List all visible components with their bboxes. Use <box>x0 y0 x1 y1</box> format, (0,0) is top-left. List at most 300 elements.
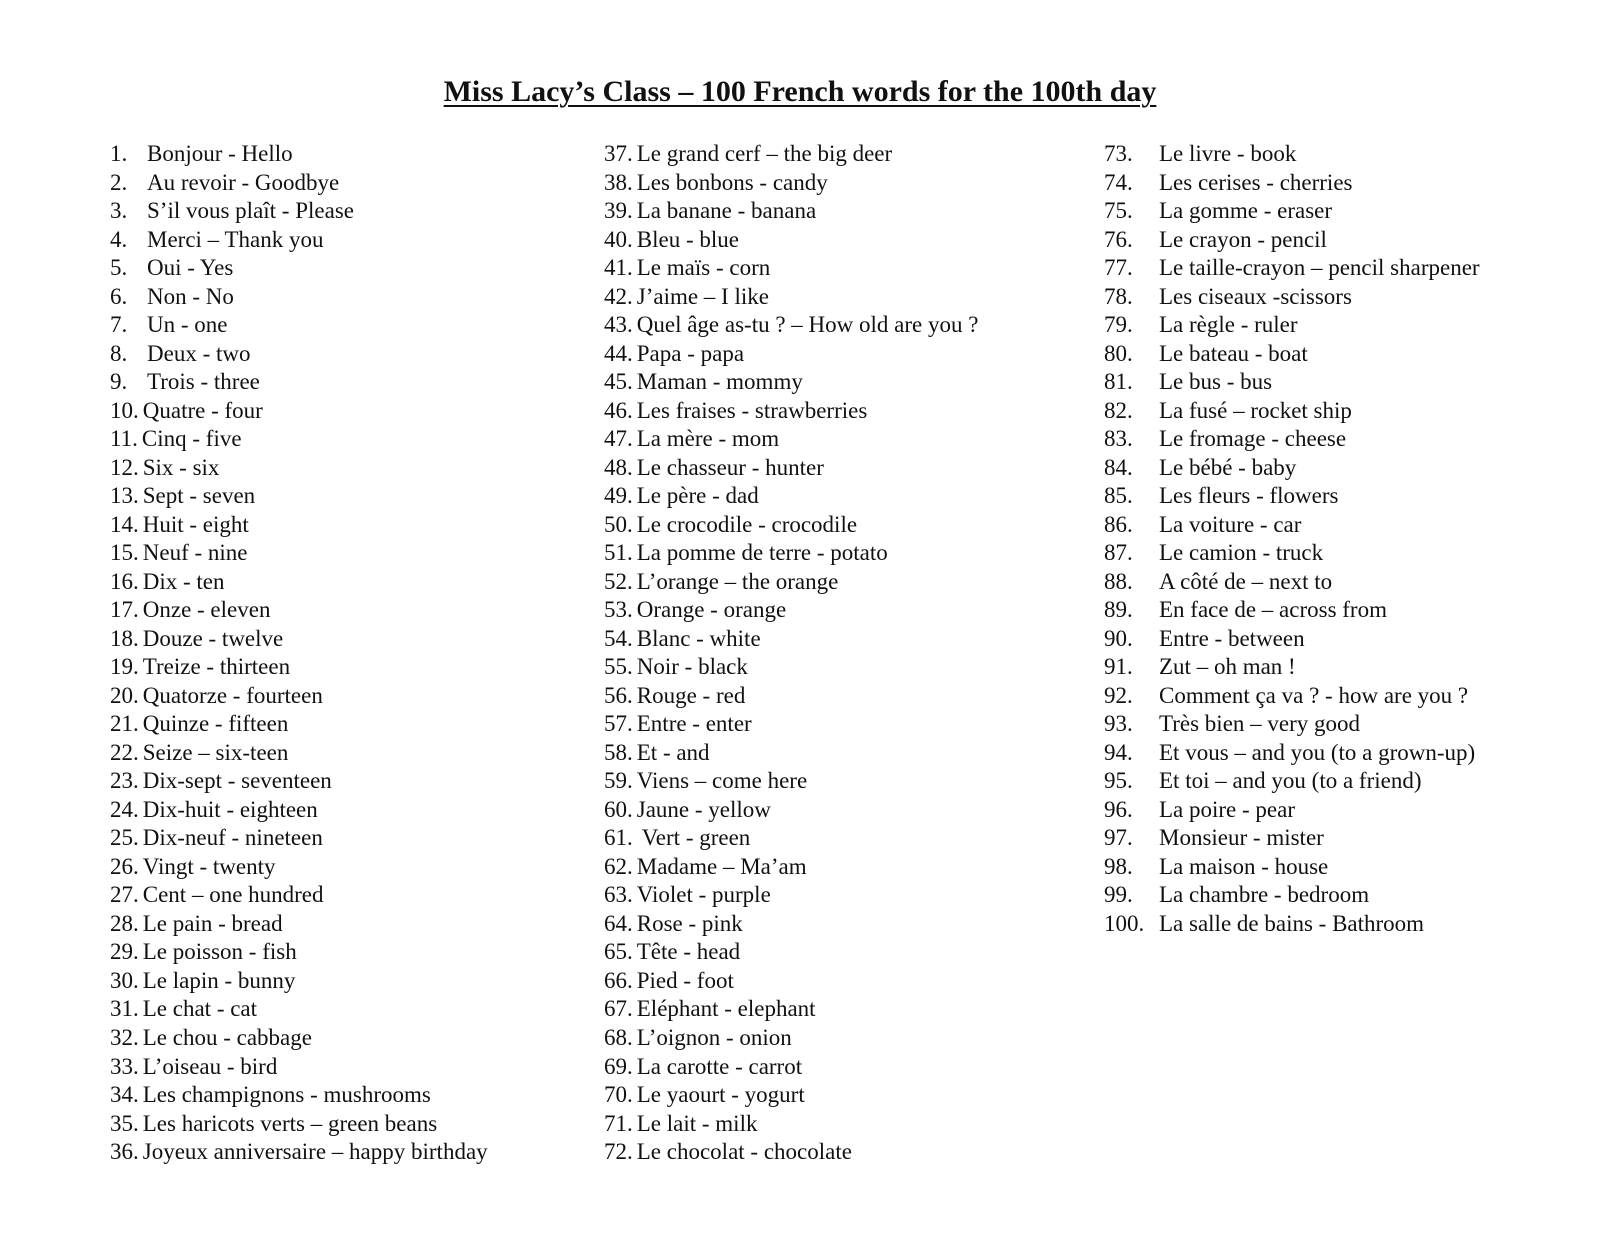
word-list-item <box>604 511 1074 540</box>
word-list-item <box>1104 140 1594 169</box>
item-number: 12. <box>110 454 139 480</box>
word-list-item <box>110 169 580 198</box>
word-list-item <box>1104 169 1594 198</box>
word-list-item <box>1104 254 1594 283</box>
item-text: Le chat - cat <box>142 996 258 1022</box>
item-text: Très bien – very good <box>1159 711 1361 737</box>
item-text: La salle de bains - Bathroom <box>1159 910 1425 936</box>
item-number: 42. <box>604 283 633 309</box>
word-list-item <box>110 568 580 597</box>
item-number: 69. <box>604 1053 633 1079</box>
item-text: Le maïs - corn <box>636 255 771 281</box>
word-list-item <box>1104 340 1594 369</box>
item-text: La règle - ruler <box>1159 312 1298 338</box>
word-list-item <box>110 796 580 825</box>
item-number: 13. <box>110 483 139 509</box>
word-list-item <box>1104 710 1594 739</box>
item-text: Maman - mommy <box>636 369 803 395</box>
item-text: La poire - pear <box>1159 796 1296 822</box>
item-number: 33. <box>110 1053 139 1079</box>
item-number: 2. <box>110 169 128 195</box>
word-list-item <box>604 397 1074 426</box>
item-text: Le taille-crayon – pencil sharpener <box>1159 255 1480 281</box>
word-list-item <box>1104 853 1594 882</box>
item-number: 23. <box>110 768 139 794</box>
item-number: 28. <box>110 910 139 936</box>
word-list-item <box>110 197 580 226</box>
item-number: 61. <box>604 825 633 851</box>
item-number: 92. <box>1104 682 1133 708</box>
item-number: 87. <box>1104 540 1133 566</box>
word-list-item <box>110 881 580 910</box>
word-list-item <box>110 910 580 939</box>
item-text: La voiture - car <box>1159 511 1302 537</box>
item-number: 24. <box>110 796 139 822</box>
item-text: Monsieur - mister <box>1159 825 1324 851</box>
word-list-item <box>110 853 580 882</box>
word-list-item <box>110 824 580 853</box>
word-list-item <box>604 368 1074 397</box>
item-number: 78. <box>1104 283 1133 309</box>
item-text: Le livre - book <box>1159 141 1297 166</box>
item-number: 50. <box>604 511 633 537</box>
word-list-item <box>110 1081 580 1110</box>
item-number: 77. <box>1104 255 1133 281</box>
word-list-item <box>1104 881 1594 910</box>
word-list-item <box>604 1053 1074 1082</box>
word-list-item <box>110 254 580 283</box>
word-list-item <box>604 910 1074 939</box>
item-number: 38. <box>604 169 633 195</box>
item-text: La mère - mom <box>636 426 780 452</box>
item-number: 72. <box>604 1139 633 1165</box>
item-number: 45. <box>604 369 633 395</box>
item-number: 17. <box>110 597 139 623</box>
item-text: Les ciseaux -scissors <box>1159 283 1352 309</box>
item-number: 63. <box>604 882 633 908</box>
word-list-item <box>110 625 580 654</box>
item-number: 41. <box>604 255 633 281</box>
item-text: Joyeux anniversaire – happy birthday <box>142 1139 488 1165</box>
word-list-item <box>604 881 1074 910</box>
item-number: 80. <box>1104 340 1133 366</box>
item-number: 47. <box>604 426 633 452</box>
item-text: Cent – one hundred <box>142 882 324 908</box>
item-text: Pied - foot <box>636 967 734 993</box>
item-text: Le bébé - baby <box>1159 454 1297 480</box>
item-number: 56. <box>604 682 633 708</box>
word-list-item <box>110 340 580 369</box>
item-number: 32. <box>110 1024 139 1050</box>
item-number: 1. <box>110 141 128 166</box>
item-text: Le yaourt - yogurt <box>636 1082 805 1108</box>
item-number: 84. <box>1104 454 1133 480</box>
item-number: 5. <box>110 255 128 281</box>
item-text: Dix-neuf - nineteen <box>142 825 323 851</box>
item-number: 3. <box>110 198 128 224</box>
item-number: 82. <box>1104 397 1133 423</box>
word-list-item <box>1104 197 1594 226</box>
item-number: 62. <box>604 853 633 879</box>
word-list-item <box>604 169 1074 198</box>
item-number: 48. <box>604 454 633 480</box>
word-list-item <box>110 1138 580 1167</box>
item-text: Onze - eleven <box>142 597 271 623</box>
item-number: 88. <box>1104 568 1133 594</box>
item-number: 65. <box>604 939 633 965</box>
item-number: 27. <box>110 882 139 908</box>
item-number: 68. <box>604 1024 633 1050</box>
item-text: Deux - two <box>147 340 251 366</box>
item-number: 49. <box>604 483 633 509</box>
word-list-item <box>604 1138 1074 1167</box>
word-list-item <box>110 967 580 996</box>
item-number: 20. <box>110 682 139 708</box>
word-list-item <box>110 710 580 739</box>
item-number: 74. <box>1104 169 1133 195</box>
item-text: Au revoir - Goodbye <box>147 169 340 195</box>
item-number: 34. <box>110 1082 139 1108</box>
item-number: 98. <box>1104 853 1133 879</box>
item-number: 18. <box>110 625 139 651</box>
item-number: 100. <box>1104 910 1145 936</box>
item-text: Entre - enter <box>636 711 752 737</box>
word-list-item <box>110 1110 580 1139</box>
item-number: 67. <box>604 996 633 1022</box>
item-number: 11. <box>110 426 138 452</box>
word-list-item <box>1104 539 1594 568</box>
item-text: Le grand cerf – the big deer <box>636 141 893 166</box>
word-list-item <box>110 283 580 312</box>
item-number: 59. <box>604 768 633 794</box>
item-number: 43. <box>604 312 633 338</box>
word-list-item <box>604 1081 1074 1110</box>
word-list-item <box>1104 596 1594 625</box>
item-number: 16. <box>110 568 139 594</box>
word-list-item <box>604 824 1074 853</box>
item-number: 22. <box>110 739 139 765</box>
item-text: Le bus - bus <box>1159 369 1273 395</box>
item-text: S’il vous plaît - Please <box>147 198 354 224</box>
word-list-item <box>604 710 1074 739</box>
word-list-item <box>110 226 580 255</box>
word-list-item <box>1104 311 1594 340</box>
item-number: 9. <box>110 369 128 395</box>
item-number: 14. <box>110 511 139 537</box>
item-text: Le lapin - bunny <box>142 967 296 993</box>
item-number: 8. <box>110 340 128 366</box>
word-list-item <box>110 767 580 796</box>
word-list-item <box>1104 910 1594 939</box>
item-number: 95. <box>1104 768 1133 794</box>
word-list-item <box>1104 767 1594 796</box>
item-number: 30. <box>110 967 139 993</box>
word-list-item <box>604 226 1074 255</box>
word-list-item <box>1104 482 1594 511</box>
item-text: Entre - between <box>1159 625 1305 651</box>
word-list-item <box>604 140 1074 169</box>
word-list-item <box>110 454 580 483</box>
item-text: L’orange – the orange <box>636 568 839 594</box>
word-list-item <box>604 340 1074 369</box>
word-list-item <box>604 682 1074 711</box>
word-list-item <box>110 653 580 682</box>
word-list-item <box>604 625 1074 654</box>
item-text: Eléphant - elephant <box>636 996 816 1022</box>
item-number: 4. <box>110 226 128 252</box>
word-list-item <box>110 140 580 169</box>
word-list-item <box>1104 226 1594 255</box>
item-number: 7. <box>110 312 128 338</box>
item-number: 40. <box>604 226 633 252</box>
item-number: 25. <box>110 825 139 851</box>
item-text: Rose - pink <box>636 910 743 936</box>
item-text: Les champignons - mushrooms <box>142 1082 431 1108</box>
item-number: 83. <box>1104 426 1133 452</box>
item-number: 58. <box>604 739 633 765</box>
item-number: 54. <box>604 625 633 651</box>
item-text: Le chou - cabbage <box>142 1024 312 1050</box>
word-list-item <box>604 539 1074 568</box>
item-number: 76. <box>1104 226 1133 252</box>
item-text: Le lait - milk <box>636 1110 758 1136</box>
word-list-item <box>604 454 1074 483</box>
item-number: 10. <box>110 397 139 423</box>
item-number: 75. <box>1104 198 1133 224</box>
item-text: Oui - Yes <box>147 255 234 281</box>
item-number: 93. <box>1104 711 1133 737</box>
word-list-item <box>110 596 580 625</box>
item-text: Le chasseur - hunter <box>636 454 824 480</box>
word-list-item <box>1104 368 1594 397</box>
item-text: Viens – come here <box>636 768 808 794</box>
item-text: Comment ça va ? - how are you ? <box>1159 682 1469 708</box>
word-list-item <box>110 397 580 426</box>
word-list-item <box>110 368 580 397</box>
word-list-item <box>110 311 580 340</box>
word-list-item <box>110 511 580 540</box>
item-text: Dix-huit - eighteen <box>142 796 318 822</box>
word-list-item <box>604 653 1074 682</box>
word-list-item <box>1104 568 1594 597</box>
word-list-item <box>604 311 1074 340</box>
item-number: 44. <box>604 340 633 366</box>
word-list-item <box>604 767 1074 796</box>
word-list-item <box>110 739 580 768</box>
item-number: 46. <box>604 397 633 423</box>
item-text: La carotte - carrot <box>636 1053 803 1079</box>
item-text: Sept - seven <box>142 483 256 509</box>
word-list-item <box>604 254 1074 283</box>
item-number: 51. <box>604 540 633 566</box>
item-text: Treize - thirteen <box>142 654 291 680</box>
item-number: 21. <box>110 711 139 737</box>
item-text: Huit - eight <box>142 511 249 537</box>
item-text: Le père - dad <box>636 483 759 509</box>
item-text: Madame – Ma’am <box>636 853 807 879</box>
item-text: Non - No <box>147 283 234 309</box>
item-text: La pomme de terre - potato <box>636 540 888 566</box>
item-text: A côté de – next to <box>1159 568 1333 594</box>
item-text: Six - six <box>142 454 220 480</box>
item-number: 86. <box>1104 511 1133 537</box>
word-list-item <box>1104 682 1594 711</box>
word-list-item <box>1104 739 1594 768</box>
word-list-item <box>604 967 1074 996</box>
item-text: Seize – six-teen <box>142 739 289 765</box>
item-text: Le fromage - cheese <box>1159 426 1347 452</box>
item-text: Les fleurs - flowers <box>1159 483 1339 509</box>
item-text: Bonjour - Hello <box>147 141 293 166</box>
item-number: 31. <box>110 996 139 1022</box>
item-number: 81. <box>1104 369 1133 395</box>
word-list-item <box>110 1024 580 1053</box>
item-number: 53. <box>604 597 633 623</box>
word-list-item <box>1104 653 1594 682</box>
item-number: 96. <box>1104 796 1133 822</box>
item-text: Zut – oh man ! <box>1159 654 1296 680</box>
item-text: La maison - house <box>1159 853 1329 879</box>
item-text: L’oignon - onion <box>636 1024 792 1050</box>
item-text: Le bateau - boat <box>1159 340 1308 366</box>
item-text: Et - and <box>636 739 710 765</box>
item-text: Blanc - white <box>636 625 761 651</box>
item-text: Quinze - fifteen <box>142 711 289 737</box>
item-text: La fusé – rocket ship <box>1159 397 1352 423</box>
word-list-item <box>604 796 1074 825</box>
item-text: Quel âge as-tu ? – How old are you ? <box>636 312 979 338</box>
item-number: 97. <box>1104 825 1133 851</box>
word-list-item <box>1104 425 1594 454</box>
item-number: 6. <box>110 283 128 309</box>
item-text: Quatre - four <box>142 397 263 423</box>
word-list-item <box>1104 454 1594 483</box>
item-text: Vingt - twenty <box>142 853 276 879</box>
item-number: 29. <box>110 939 139 965</box>
word-list-item <box>604 739 1074 768</box>
item-text: La gomme - eraser <box>1159 198 1333 224</box>
item-number: 73. <box>1104 141 1133 166</box>
item-number: 85. <box>1104 483 1133 509</box>
item-text: Trois - three <box>147 369 260 395</box>
item-text: Et vous – and you (to a grown-up) <box>1159 739 1476 765</box>
item-text: Papa - papa <box>636 340 745 366</box>
word-list-item <box>1104 824 1594 853</box>
item-text: Merci – Thank you <box>147 226 324 252</box>
word-list-item <box>1104 511 1594 540</box>
word-list-item <box>110 995 580 1024</box>
item-number: 36. <box>110 1139 139 1165</box>
item-text: Le crayon - pencil <box>1159 226 1327 252</box>
word-list-item <box>1104 283 1594 312</box>
item-text: Les fraises - strawberries <box>636 397 868 423</box>
word-list-item <box>604 853 1074 882</box>
item-number: 94. <box>1104 739 1133 765</box>
word-list-column-2 <box>604 140 1074 1167</box>
word-list-item <box>604 197 1074 226</box>
word-list-item <box>1104 625 1594 654</box>
word-list-item <box>604 568 1074 597</box>
word-list-item <box>604 938 1074 967</box>
item-number: 39. <box>604 198 633 224</box>
item-text: Le crocodile - crocodile <box>636 511 858 537</box>
item-text: Et toi – and you (to a friend) <box>1159 768 1422 794</box>
item-number: 91. <box>1104 654 1133 680</box>
item-text: L’oiseau - bird <box>142 1053 278 1079</box>
item-number: 64. <box>604 910 633 936</box>
item-number: 19. <box>110 654 139 680</box>
item-text: J’aime – I like <box>636 283 769 309</box>
item-number: 55. <box>604 654 633 680</box>
word-list-column-1 <box>110 140 580 1167</box>
item-number: 66. <box>604 967 633 993</box>
item-text: Tête - head <box>636 939 741 965</box>
item-number: 89. <box>1104 597 1133 623</box>
item-text: En face de – across from <box>1159 597 1387 623</box>
word-list-item <box>1104 796 1594 825</box>
item-text: Cinq - five <box>141 426 242 452</box>
item-text: Le chocolat - chocolate <box>636 1139 852 1165</box>
word-list-item <box>110 682 580 711</box>
word-list-item <box>1104 397 1594 426</box>
item-text: Les haricots verts – green beans <box>142 1110 438 1136</box>
word-list-item <box>604 1024 1074 1053</box>
item-text: Dix-sept - seventeen <box>142 768 332 794</box>
word-list-item <box>604 1110 1074 1139</box>
item-number: 52. <box>604 568 633 594</box>
item-text: Le poisson - fish <box>142 939 297 965</box>
item-number: 90. <box>1104 625 1133 651</box>
item-text: La banane - banana <box>636 198 817 224</box>
item-text: Un - one <box>147 312 228 338</box>
item-number: 57. <box>604 711 633 737</box>
item-text: Violet - purple <box>636 882 771 908</box>
item-number: 60. <box>604 796 633 822</box>
item-text: Douze - twelve <box>142 625 284 651</box>
item-text: Noir - black <box>636 654 748 680</box>
item-number: 37. <box>604 141 633 166</box>
word-list-item <box>604 596 1074 625</box>
word-list-item <box>110 539 580 568</box>
item-text: Jaune - yellow <box>636 796 771 822</box>
item-text: Bleu - blue <box>636 226 739 252</box>
document-title <box>0 72 1600 112</box>
word-list-item <box>604 995 1074 1024</box>
word-list-item <box>604 482 1074 511</box>
document-title-text: Miss Lacy’s Class – 100 French words for the 100th day <box>443 75 1157 108</box>
item-number: 35. <box>110 1110 139 1136</box>
word-list-item <box>604 283 1074 312</box>
item-number: 99. <box>1104 882 1133 908</box>
item-number: 15. <box>110 540 139 566</box>
item-number: 71. <box>604 1110 633 1136</box>
item-text: Orange - orange <box>636 597 787 623</box>
word-list-item <box>110 938 580 967</box>
word-list-column-3 <box>1104 140 1594 938</box>
item-number: 70. <box>604 1082 633 1108</box>
item-text: Quatorze - fourteen <box>142 682 323 708</box>
item-text: Le camion - truck <box>1159 540 1324 566</box>
item-text: La chambre - bedroom <box>1159 882 1370 908</box>
word-list-item <box>604 425 1074 454</box>
word-list-item <box>110 482 580 511</box>
item-number: 26. <box>110 853 139 879</box>
item-text: Dix - ten <box>142 568 225 594</box>
item-text: Vert - green <box>641 825 751 851</box>
word-list-item <box>110 425 580 454</box>
item-text: Les bonbons - candy <box>636 169 828 195</box>
item-number: 79. <box>1104 312 1133 338</box>
